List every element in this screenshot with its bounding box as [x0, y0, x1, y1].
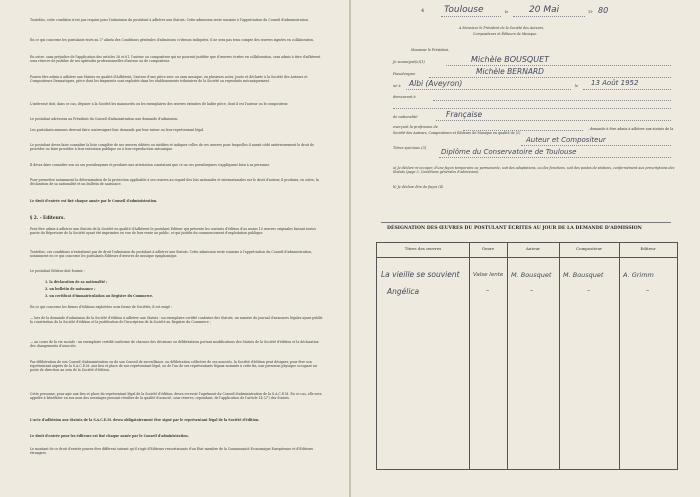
birthplace-value: Albi (Aveyron) [409, 79, 463, 88]
table-cell: M. Bousquet [511, 271, 552, 279]
form-line [521, 145, 671, 146]
paragraph: Le postulant Éditeur doit fournir : [30, 269, 85, 273]
column-rule [559, 243, 560, 469]
left-page [0, 0, 349, 497]
form-line [393, 108, 671, 109]
paragraph: Pourra être admis à adhérer aux Statuts en qualité d'Adhérent, l'auteur d'une pièce avec ou sans musique, en plusieurs actes, jouée et déclarée à la Société des Auteurs et Compositeurs Dramatiques, pièce dont les fragments sont exploités dans les établissements tributaires de la Société ou reproduits mécaniquement. [30, 75, 308, 83]
place-line [441, 16, 501, 17]
paragraph: Peut être admis à adhérer aux Statuts de la Société en qualité d'Adhérent le postulant Éditeur qui présente les contrats d'édition d'au moins 10 œuvres originales faisant toutes partie du Répertoire de la Société ayant été imprimées en vue de leur vente au public, et qui justifie du commencement d'exploitation publique. [30, 227, 316, 235]
pseudonyme-label: Pseudonyme [393, 72, 416, 76]
table-cell: A. Grimm [623, 271, 654, 279]
column-rule [619, 243, 620, 469]
rule-note: Le droit d'entrée est fixé chaque année par le Conseil d'administration. [30, 199, 158, 203]
note-b: b) Je déclare être de façon (4) [393, 185, 444, 189]
header-rule [377, 257, 677, 258]
form-line [429, 77, 671, 78]
le-label: le [505, 10, 509, 14]
form-line [446, 65, 671, 66]
paragraph: Les postulants mineurs devront faire contresigner leur demande par leur tuteur ou leur représentant légal. [30, 128, 205, 132]
bold-note: L'acte d'adhésion aux Statuts de la S.A.C.E.M. devra obligatoirement être signé par le représentant légal de la Société d'édition. [30, 418, 260, 422]
table-title: DÉSIGNATION DES ŒUVRES DU POSTULANT ÉCRITES AU JOUR DE LA DEMANDE D'ADMISSION [387, 226, 642, 231]
demeurant-label: demeurant à [393, 95, 416, 99]
table-cell: – [587, 286, 591, 294]
paragraph: L'intéressé doit, dans ce cas, déposer à la Société les manuscrits ou les exemplaires des œuvres extraites de ladite pièce, dont il est l'auteur ou le compositeur. [30, 102, 289, 106]
paragraph: — au cours de la vie sociale : un exemplaire certifié conforme de chacune des décisions ou délibérations portant modifications des Statuts de la Société d'édition et la déclaration des changements d'associés. [30, 340, 319, 348]
birthdate-value: 13 Août 1952 [591, 79, 639, 87]
table-cell: – [646, 286, 650, 294]
section-title: § 2. - Editeurs. [30, 216, 65, 221]
form-line [583, 89, 671, 90]
column-header: Editeur [640, 246, 656, 251]
column-rule [507, 243, 508, 469]
paragraph: Le postulant devra faire connaître la liste complète de ses œuvres éditées ou inédites et indiquer celles de ces œuvres pour lesquelles il aurait cédé antérieurement le droit de procéder ou faire procéder à leur exécution publique ou à leur reproduction mécanique. [30, 143, 314, 151]
date-handwritten: 20 Mai [529, 5, 560, 15]
table-cell: Angélica [387, 287, 420, 296]
form-line [406, 89, 571, 90]
list-item: 2. un bulletin de naissance ; [45, 287, 96, 291]
year-prefix: 19 [588, 10, 593, 14]
soussigne-value: Michèle BOUSQUET [471, 55, 550, 64]
paragraph: Toutefois, ces conditions n'entraînent pas de droit l'admission du postulant à adhérer aux Statuts. Cette admission reste soumise à l'appréciation du Conseil d'administration, notamment en ce qui concerne les postulants Éditeurs d'œuvres de musique symphonique. [30, 250, 313, 258]
paragraph: Le postulant adressera au Président du Conseil d'administration une demande d'admission. [30, 117, 179, 121]
paragraph: — lors de la demande d'admission de la Société d'édition à adhérer aux Statuts : un exemplaire certifié conforme des Statuts, un numéro du journal d'annonces légales ayant publié la constitution de la Société d'édition et la justification de l'inscription de la Société au Registre du Commerce ; [30, 316, 323, 324]
right-page [351, 0, 700, 497]
year-handwritten: 80 [598, 6, 609, 15]
form-line [439, 157, 671, 158]
table-cell: La vieille se souvient [381, 270, 460, 279]
paragraph: Il devra faire connaître son ou ses pseudonymes et produire une attestation constatant que ce ou ces pseudonymes s'appliquent bien à sa personne. [30, 163, 271, 167]
table-cell: – [530, 286, 534, 294]
paragraph: Toutefois, cette condition n'est pas requise pour l'admission du postulant à adhérer aux Statuts. Cette admission reste soumise à l'appréciation du Conseil d'administration. [30, 18, 309, 22]
nationalite-label: de nationalité [393, 115, 418, 119]
salutation: Monsieur le Président, [411, 48, 450, 52]
works-table [376, 242, 678, 470]
form-line [433, 100, 671, 101]
table-cell: M. Bousquet [563, 271, 604, 279]
form-line [436, 120, 671, 121]
paragraph: Le montant de ce droit d'entrée pourra être différent suivant qu'il s'agit d'Éditeurs ressortissants d'un État membre de la Communauté Économique Européenne et d'Éditeurs étrangers. [30, 447, 314, 455]
titres-value: Diplôme du Conservatoire de Toulouse [441, 148, 577, 156]
qualite-value: Auteur et Compositeur [526, 136, 606, 144]
pseudonyme-value: Michèle BERNARD [476, 67, 544, 76]
page-number: 4 [421, 8, 425, 14]
nationalite-value: Française [446, 110, 483, 119]
titres-label: Titres spéciaux (3) [393, 146, 427, 150]
recipient-line: A Monsieur le Président de la Société des Auteurs, [459, 26, 545, 30]
paragraph: Cette personne, pour agir aux lieu et place du représentant légal de la Société d'édition, devra recevoir l'agrément du Conseil d'administration de la S.A.C.E.M. En ce cas, elle sera appelée à bénéficier en son nom des avantages pouvant résulter de la qualité d'associé, sous réserve, cependant, de l'application de l'article 14 (2°) des Statuts. [30, 392, 322, 400]
paragraph: En ce qui concerne les firmes d'éditions exploitées sous forme de Sociétés, il est exigé : [30, 305, 172, 309]
date-line [513, 16, 585, 17]
paragraph: En outre, sans préjudice de l'application des articles 28 et 61, l'auteur ou compositeur qui ne pourrait justifier que d'œuvres écrites en collaboration, sera admis à titre d'adhérent sous réserve de justifier de ses aptitudes professionnelles d'auteur ou de compositeur. [30, 55, 321, 63]
demande-text: , demande à être admis à adhérer aux statuts de la Société des Auteurs, Compositeurs et Éditeurs de Musique en qualité de (2) [393, 127, 674, 136]
recipient-line: Compositeurs et Éditeurs de Musique. [473, 32, 538, 36]
table-cell: Valse lente [473, 272, 504, 278]
bold-note: Le droit d'entrée pour les éditeurs est fixé chaque année par le Conseil d'administration. [30, 434, 189, 438]
column-header: Titres des œuvres [404, 246, 442, 251]
column-header: Genre [481, 246, 495, 251]
paragraph: En ce qui concerne les postulants visés au 2° alinéa des Conditions générales d'admission ci-dessus indiquées, il ne sera pas tenu compte des œuvres signées en collaboration. [30, 38, 315, 42]
column-rule [469, 243, 470, 469]
place-handwritten: Toulouse [444, 5, 484, 15]
list-item: 1. la déclaration de sa nationalité ; [45, 280, 108, 284]
soussigne-label: Je soussigné(e)(1) [393, 60, 425, 64]
paragraph: Pour permettre notamment la détermination de la protection applicable à ses œuvres au regard des lois nationales et internationales sur le droit d'auteur, il produira, en outre, la déclaration de sa nationalité et un bulletin de naissance. [30, 178, 319, 186]
column-header: Compositeur [575, 246, 603, 251]
paragraph: Par délibération de son Conseil d'administration ou de son Conseil de surveillance, ou délibération collective de ses associés, la Société d'édition peut désigner, pour être son représentant auprès de la S.A.C.E.M. aux lieu et place de son représentant légal, ou de l'un de ses représentants légaux nommés à cette fin, une personne physique occupant un poste de direction au sein de la Société d'édition. [30, 360, 317, 372]
column-header: Auteur [526, 246, 540, 251]
ne-label: né à [393, 84, 401, 88]
le-label: le [575, 84, 579, 88]
profession-label: exerçant la profession de [393, 125, 438, 129]
list-item: 3. un certificat d'immatriculation au Registre du Commerce. [45, 294, 154, 298]
note-a: a) Je déclare m'occuper, d'une façon temporaire ou permanente, soit des adaptations, ou des fonctions, soit des postes de stations, conformément aux prescriptions des Statuts (page 5, Conditions générales d'admission). [393, 166, 675, 175]
divider [381, 222, 671, 223]
table-cell: – [486, 286, 490, 294]
